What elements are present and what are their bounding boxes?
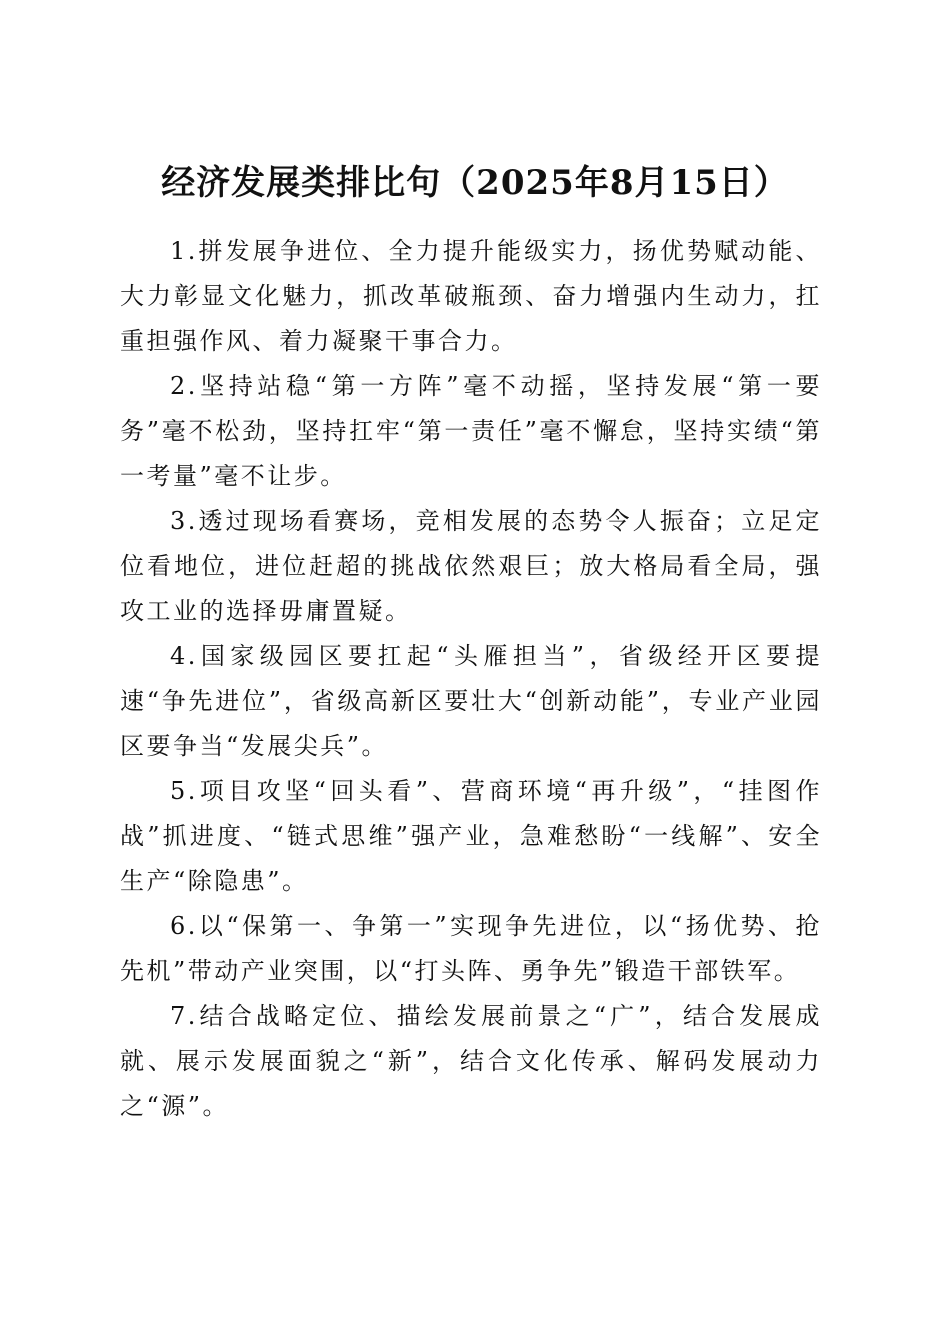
document-title: 经济发展类排比句（2025年8月15日） xyxy=(161,162,789,203)
paragraph-6: 6.以“保第一、争第一”实现争先进位，以“扬优势、抢先机”带动产业突围，以“打头阵、勇争先”锻造干部铁军。 xyxy=(120,912,822,985)
document-body xyxy=(120,229,822,1129)
paragraph-7: 7.结合战略定位、描绘发展前景之“广”，结合发展成就、展示发展面貌之“新”，结合文化传承、解码发展动力之“源”。 xyxy=(120,1002,822,1120)
paragraph-1: 1.拼发展争进位、全力提升能级实力，扬优势赋动能、大力彰显文化魅力，抓改革破瓶颈、奋力增强内生动力，扛重担强作风、着力凝聚干事合力。 xyxy=(120,237,822,355)
paragraph-5: 5.项目攻坚“回头看”、营商环境“再升级”，“挂图作战”抓进度、“链式思维”强产业，急难愁盼“一线解”、安全生产“除隐患”。 xyxy=(120,777,822,895)
paragraph-4: 4.国家级园区要扛起“头雁担当”，省级经开区要提速“争先进位”，省级高新区要壮大“创新动能”，专业产业园区要争当“发展尖兵”。 xyxy=(120,642,822,760)
paragraph-3: 3.透过现场看赛场，竞相发展的态势令人振奋；立足定位看地位，进位赶超的挑战依然艰巨；放大格局看全局，强攻工业的选择毋庸置疑。 xyxy=(120,507,822,625)
paragraph-2: 2.坚持站稳“第一方阵”毫不动摇，坚持发展“第一要务”毫不松劲，坚持扛牢“第一责任”毫不懈怠，坚持实绩“第一考量”毫不让步。 xyxy=(120,372,822,490)
